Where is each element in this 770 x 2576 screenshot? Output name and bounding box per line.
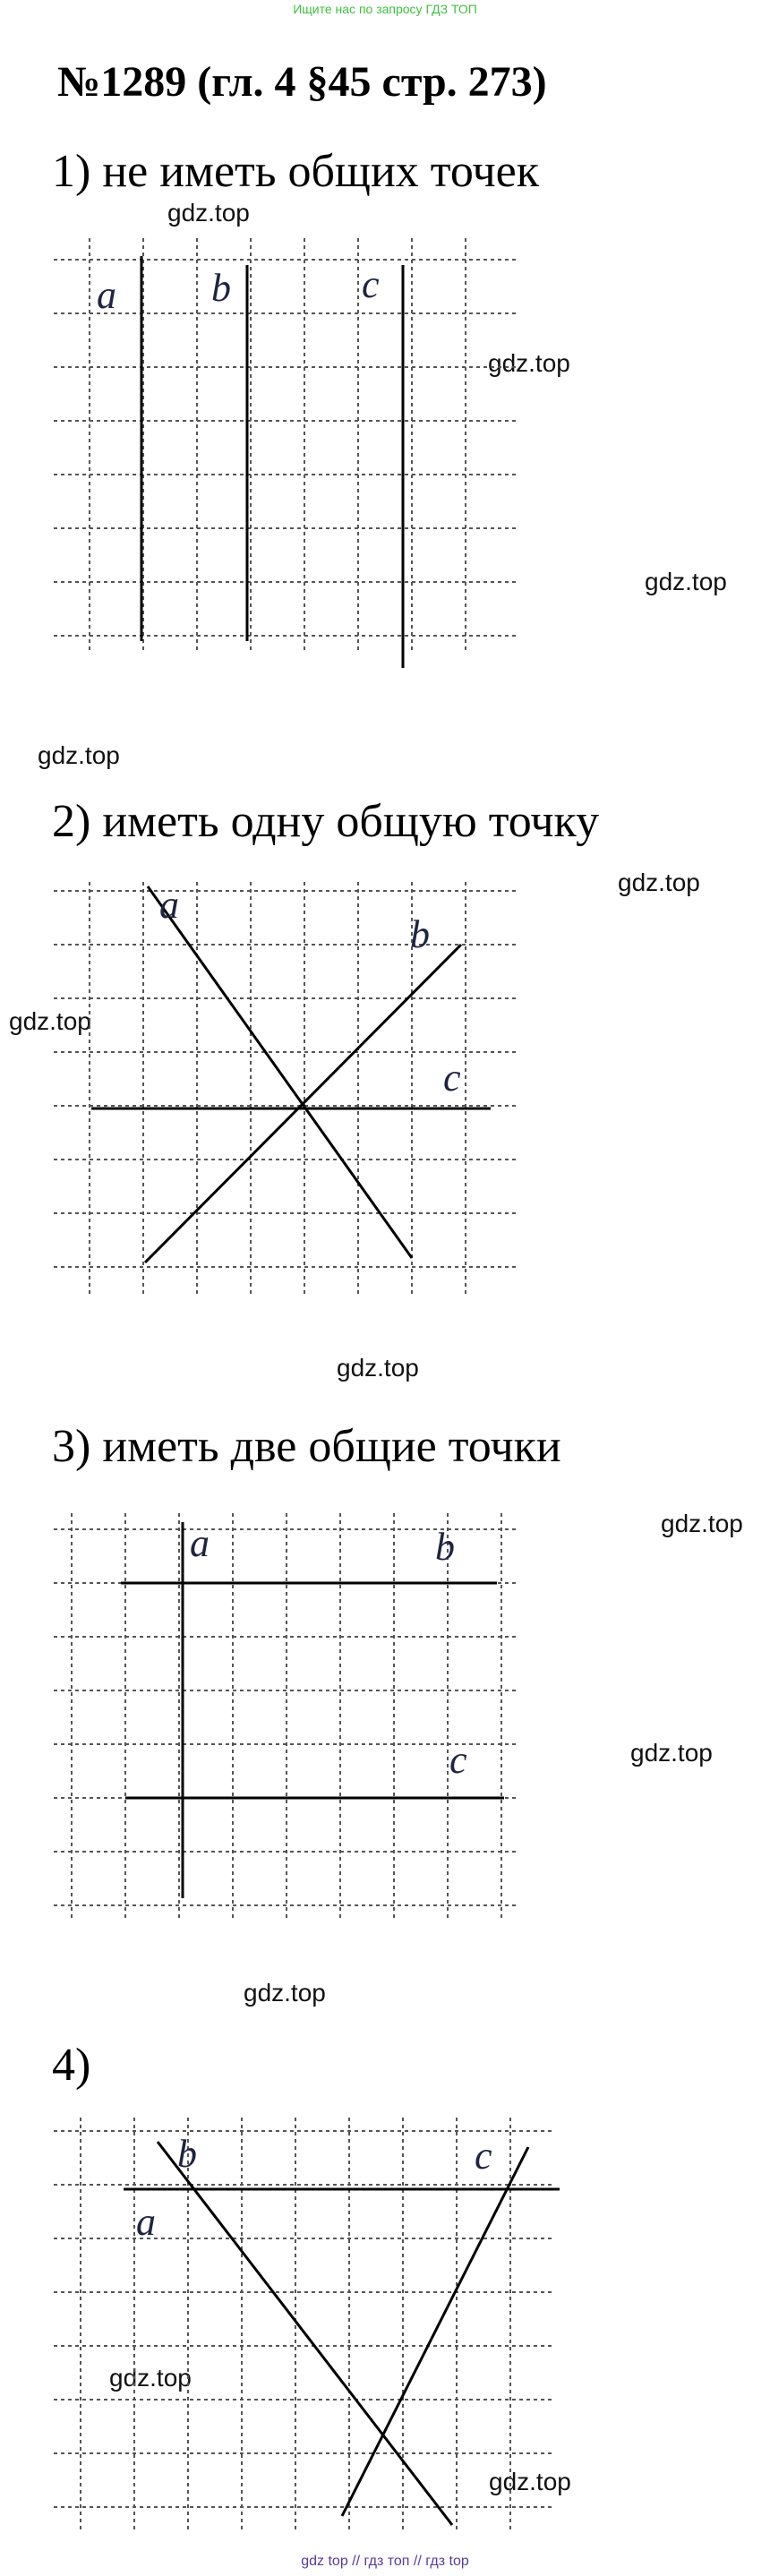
footer	[0, 2554, 770, 2570]
footer-part-1: gdz top	[301, 2554, 348, 2569]
line-c	[342, 2147, 528, 2516]
heading-2: 2) иметь одну общую точку	[52, 796, 600, 847]
figure-3	[0, 1504, 770, 1925]
label-b: b	[177, 2132, 197, 2176]
label-a: a	[159, 883, 179, 927]
figure-4-grid	[54, 2118, 555, 2529]
heading-4: 4)	[52, 2040, 91, 2091]
watermark: gdz.top	[167, 199, 250, 227]
label-a: a	[97, 273, 116, 317]
heading-3: 3) иметь две общие точки	[52, 1421, 561, 1472]
watermark: gdz.top	[337, 1354, 419, 1382]
figure-3-grid	[54, 1513, 519, 1921]
figure-1	[0, 229, 770, 659]
watermark: gdz.top	[244, 1979, 326, 2007]
figure-4	[0, 2113, 770, 2534]
watermark: gdz.top	[488, 349, 570, 377]
footer-separator: //	[352, 2554, 361, 2569]
label-b: b	[435, 1525, 455, 1569]
footer-part-2: гдз топ	[364, 2554, 410, 2569]
line-b	[158, 2142, 452, 2525]
figure-1-grid	[54, 238, 519, 650]
page-title: №1289 (гл. 4 §45 стр. 273)	[57, 58, 547, 106]
label-c: c	[443, 1056, 461, 1100]
label-a: a	[190, 1521, 210, 1565]
label-a: a	[136, 2200, 156, 2244]
watermark: gdz.top	[109, 2364, 192, 2392]
watermark: gdz.top	[645, 568, 727, 595]
watermark: gdz.top	[618, 869, 700, 896]
label-b: b	[410, 912, 430, 956]
label-b: b	[211, 266, 231, 310]
watermark: gdz.top	[38, 741, 120, 769]
label-c: c	[362, 262, 380, 306]
footer-separator: //	[413, 2554, 422, 2569]
line-a	[148, 886, 412, 1258]
line-b	[145, 945, 461, 1262]
footer-part-3: гдз top	[425, 2554, 469, 2569]
heading-1: 1) не иметь общих точек	[52, 146, 539, 197]
top-banner: Ищите нас по запросу ГДЗ ТОП	[293, 2, 477, 16]
label-c: c	[475, 2134, 492, 2178]
watermark: gdz.top	[9, 1007, 91, 1035]
figure-2	[0, 877, 770, 1307]
watermark: gdz.top	[489, 2468, 571, 2495]
label-c: c	[449, 1738, 467, 1782]
watermark: gdz.top	[661, 1510, 743, 1537]
watermark: gdz.top	[630, 1739, 713, 1767]
